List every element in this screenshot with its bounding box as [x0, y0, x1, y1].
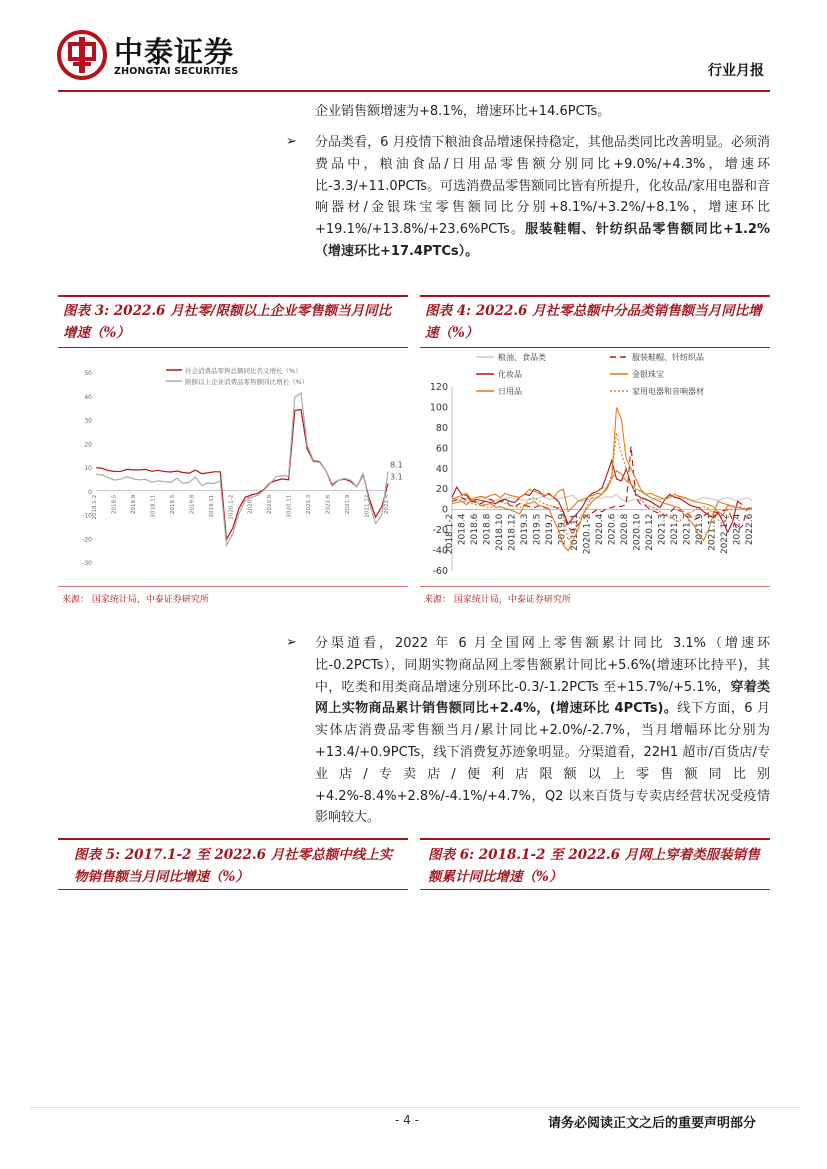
- figure-6: [420, 838, 770, 892]
- fig3-source: 来源： 国家统计局，中泰证券研究所: [62, 595, 209, 605]
- x-tick-label: 2020.11: [286, 494, 293, 518]
- x-tick-label: 2018.5: [111, 494, 118, 514]
- x-tick-label: 2020.6: [607, 513, 618, 546]
- x-tick-label: 2021.6: [325, 494, 332, 514]
- data-label: 3.1: [390, 472, 403, 482]
- legend-label: 服装鞋帽、针纺织品: [632, 353, 704, 362]
- x-tick-label: 2020.12: [645, 513, 655, 551]
- x-tick-label: 2019.8: [189, 494, 196, 514]
- x-tick-label: 2018.12: [507, 513, 518, 551]
- x-tick-label: 2021.3: [657, 513, 668, 546]
- x-tick-label: 2021.12: [364, 494, 371, 518]
- x-tick-label: 2019.7: [545, 513, 555, 546]
- fig4-chart: [420, 350, 770, 585]
- x-tick-label: 2018.8: [130, 494, 137, 514]
- legend-label: 日用品: [498, 387, 522, 396]
- fig3-title-rule: [58, 347, 408, 348]
- x-tick-label: 2020.8: [620, 513, 630, 546]
- y-tick-label: 60: [435, 443, 448, 455]
- fig6-top-rule: [420, 838, 770, 840]
- x-tick-label: 2018.1-2: [92, 494, 98, 520]
- fig3-top-rule: [58, 295, 408, 297]
- paragraph-line0: 企业销售额增速为+8.1%，增速环比+14.6PCTs。: [315, 104, 611, 119]
- zhongtai-logo-icon: [57, 30, 107, 80]
- x-tick-label: 2018.4: [457, 513, 468, 546]
- fig6-title-rule: [420, 889, 770, 890]
- logo-en: ZHONGTAI SECURITIES: [114, 66, 239, 77]
- fig3-title: 图表 3: 2022.6 月社零/限额以上企业零售额当月同比增速（%）: [63, 303, 392, 341]
- y-tick-label: 40: [84, 393, 92, 401]
- series-line: [96, 410, 388, 540]
- legend-label: 金银珠宝: [632, 370, 664, 379]
- x-tick-label: 2019.11: [208, 494, 215, 518]
- paragraph-channel-rest: 线下方面，6 月实体店消费品零售额当月/累计同比+2.0%/-2.7%，当月增幅环比分别为+13.4/+0.9PCTs，线下消费复苏迹象明显。分渠道看，22H1 超市/百货店/专业店/专卖店/便利店限额以上零售额同比别+4.2%-8.4%+2.8%/-4.1%/+4.7%，Q2 以来百货与专卖店经营状况受疫情影响较大。: [315, 701, 770, 826]
- paragraph-channel-bold: 穿着类网上实物商品累计销售额同比+2.4%，(增速环比 4PCTs)。: [315, 679, 770, 717]
- series-line: [96, 393, 388, 546]
- y-tick-label: -60: [432, 566, 448, 577]
- x-tick-label: 2019.11: [570, 513, 580, 551]
- fig4-source: 来源： 国家统计局，中泰证券研究所: [424, 595, 571, 605]
- y-tick-label: 20: [435, 484, 448, 496]
- x-tick-label: 2022.4: [384, 494, 390, 514]
- fig3-source-rule: [58, 586, 408, 587]
- fig6-title: 图表 6: 2018.1-2 至 2022.6 月网上穿着类服装销售额累计同比增速（%）: [428, 847, 760, 885]
- y-tick-label: 0: [441, 504, 448, 516]
- bullet-arrow-icon: ➢: [286, 635, 297, 650]
- x-tick-label: 2019.5: [169, 494, 176, 514]
- y-tick-label: 0: [88, 488, 92, 496]
- legend-label: 家用电器和音响器材: [632, 387, 704, 396]
- y-tick-label: -20: [82, 536, 92, 544]
- y-tick-label: 10: [84, 465, 92, 472]
- x-tick-label: 2021.5: [670, 513, 680, 546]
- y-tick-label: -30: [82, 560, 92, 567]
- paragraph-channel-text: 分渠道看，2022 年 6 月全国网上零售额累计同比 3.1%（增速环比-0.2PCTs），同期实物商品网上零售额累计同比+5.6%(增速环比持平)，其中，吃类和用类商品增速分别环比-0.3/-1.2PCTs 至+15.7%/+5.1%，: [315, 636, 770, 695]
- y-tick-label: -10: [82, 512, 92, 520]
- x-tick-label: 2022.4: [732, 513, 743, 546]
- legend-label: 社会消费品零售总额同比名义增长（%）: [185, 367, 302, 375]
- x-tick-label: 2019.3: [520, 513, 530, 546]
- figure-5: [58, 838, 408, 892]
- x-tick-label: 2022.6: [745, 513, 755, 546]
- page-number: - 4 -: [395, 1113, 419, 1127]
- header: [0, 0, 827, 90]
- paragraph-channel: [315, 633, 770, 829]
- logo-cn: 中泰证券: [114, 35, 235, 69]
- x-tick-label: 2021.7: [682, 513, 693, 546]
- y-tick-label: 120: [429, 382, 448, 393]
- fig5-top-rule: [58, 838, 408, 840]
- fig5-title-rule: [58, 889, 408, 890]
- x-tick-label: 2020.4: [595, 513, 605, 546]
- x-tick-label: 2020.1-2: [582, 513, 593, 555]
- legend-label: 限额以上企业消费品零售额同比增长（%）: [185, 378, 309, 386]
- paragraph-category: [315, 132, 770, 263]
- fig4-title-rule: [420, 347, 770, 348]
- paragraph-category-bold: 服装鞋帽、针纺织品零售额同比+1.2%（增速环比+17.4PTCs）。: [315, 222, 770, 259]
- x-tick-label: 2018.1-2: [445, 513, 455, 555]
- paragraph-category-text: 分品类看，6 月疫情下粮油食品增速保持稳定，其他品类同比改善明显。必须消费品中，粮油食品/日用品零售额分别同比+9.0%/+4.3%，增速环比-3.3/+11.0PCTs。可选消费品零售额同比皆有所提升，化妆品/家用电器和音响器材/金银珠宝零售额同比分别+8.1%/+3.2%/+8.1%，增速环比+19.1%/+13.8%/+23.6%PCTs。: [315, 135, 770, 238]
- x-tick-label: 2021.3: [306, 494, 313, 514]
- header-rule: [58, 90, 770, 92]
- x-tick-label: 2019.9: [557, 513, 568, 546]
- legend-label: 化妆品: [498, 370, 522, 379]
- y-tick-label: 50: [84, 370, 92, 377]
- y-tick-label: -40: [432, 545, 448, 557]
- y-tick-label: 30: [84, 417, 92, 425]
- footer-rule: [30, 1107, 800, 1108]
- x-tick-label: 2018.11: [150, 494, 157, 518]
- y-tick-label: 80: [435, 422, 448, 434]
- x-tick-label: 2021.9: [345, 494, 352, 514]
- fig4-title: 图表 4: 2022.6 月社零总额中分品类销售额当月同比增速（%）: [425, 303, 762, 341]
- figure-3: [58, 295, 408, 615]
- x-tick-label: 2020.1-2: [228, 494, 235, 520]
- fig3-chart: [58, 350, 408, 600]
- report-type: 行业月报: [708, 63, 764, 79]
- fig4-source-rule: [420, 586, 770, 587]
- legend-label: 粮油、食品类: [498, 353, 546, 362]
- x-tick-label: 2019.5: [532, 513, 543, 546]
- x-tick-label: 2018.8: [482, 513, 493, 546]
- y-tick-label: 100: [429, 402, 448, 414]
- fig4-top-rule: [420, 295, 770, 297]
- x-tick-label: 2021.9: [695, 513, 705, 546]
- footer-disclaimer: 请务必阅读正文之后的重要声明部分: [548, 1116, 757, 1131]
- y-tick-label: -20: [432, 525, 448, 537]
- x-tick-label: 2020.5: [247, 494, 254, 514]
- data-label: 8.1: [390, 460, 403, 470]
- y-tick-label: 40: [435, 463, 448, 475]
- bullet-arrow-icon: ➢: [286, 134, 297, 149]
- x-tick-label: 2020.10: [632, 513, 643, 551]
- x-tick-label: 2018.6: [470, 513, 480, 546]
- x-tick-label: 2018.10: [495, 513, 505, 551]
- fig5-title: 图表 5: 2017.1-2 至 2022.6 月社零总额中线上实物销售额当月同比增速（%）: [74, 847, 393, 885]
- figure-4: [420, 295, 770, 615]
- x-tick-label: 2022.1-2: [720, 513, 730, 555]
- y-tick-label: 20: [84, 441, 92, 449]
- x-tick-label: 2020.8: [267, 494, 274, 514]
- x-tick-label: 2021.11: [707, 513, 718, 551]
